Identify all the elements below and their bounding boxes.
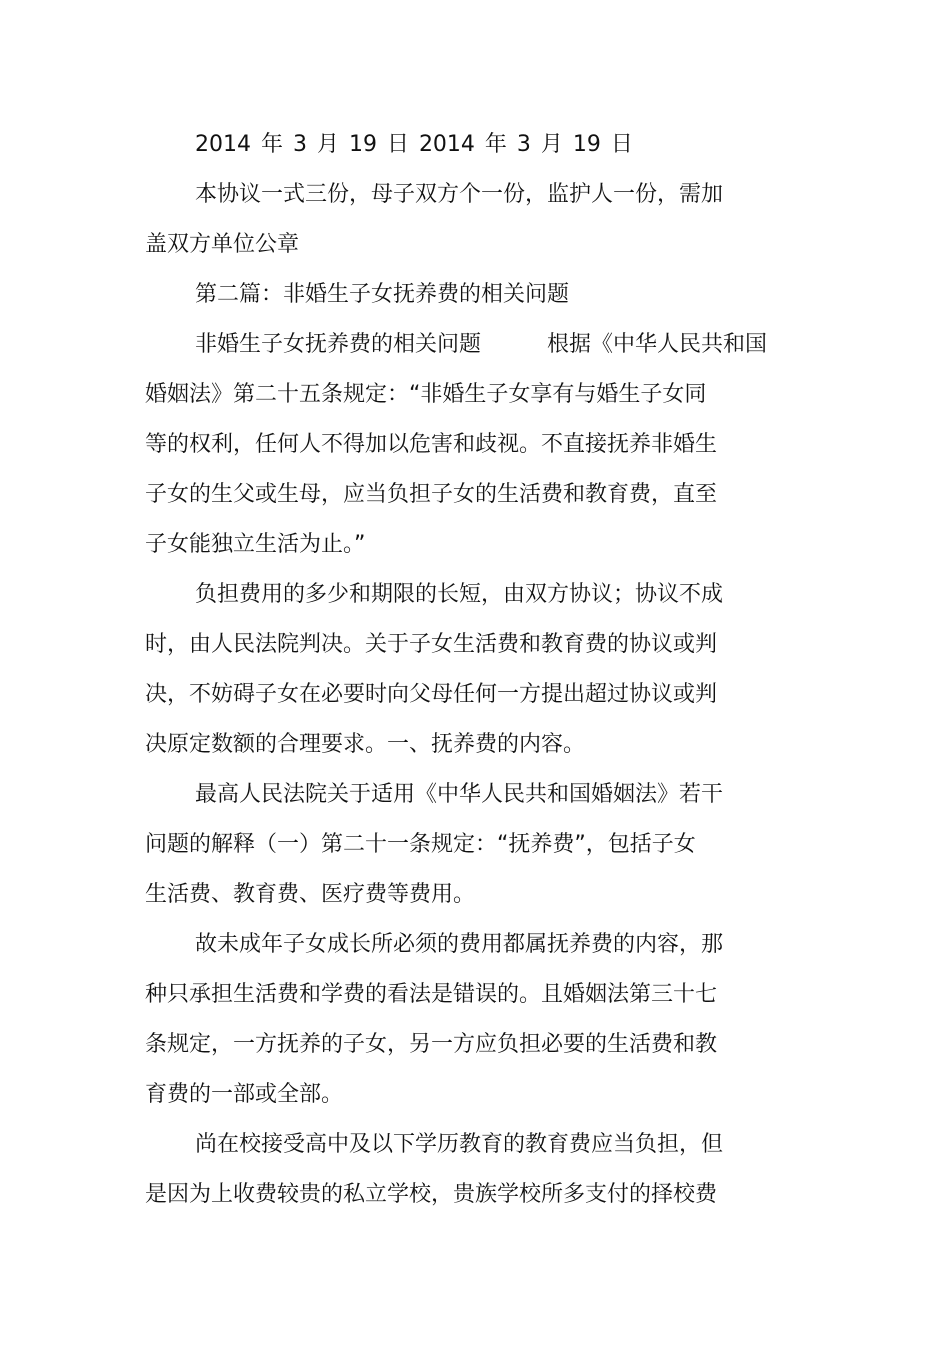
paragraph-line: 2014 年 3 月 19 日 2014 年 3 月 19 日 [195, 132, 633, 157]
paragraph-line: 最高人民法院关于适用《中华人民共和国婚姻法》若干 [195, 782, 724, 807]
paragraph-line: 尚在校接受高中及以下学历教育的教育费应当负担，但 [195, 1132, 724, 1157]
paragraph-line: 故未成年子女成长所必须的费用都属抚养费的内容，那 [195, 932, 724, 957]
section-heading [145, 270, 785, 320]
agreement-copies-paragraph [145, 170, 785, 270]
paragraph-line: 子女的生父或生母，应当负担子女的生活费和教育费，直至 [145, 482, 718, 507]
paragraph-line: 等的权利，任何人不得加以危害和歧视。不直接抚养非婚生 [145, 432, 718, 457]
paragraph-line: 育费的一部或全部。 [145, 1082, 344, 1107]
paragraph-line: 负担费用的多少和期限的长短，由双方协议；协议不成 [195, 582, 724, 607]
cost-agreement-paragraph [145, 570, 785, 770]
paragraph-line: 时，由人民法院判决。关于子女生活费和教育费的协议或判 [145, 632, 718, 657]
paragraph-line: 种只承担生活费和学费的看法是错误的。且婚姻法第三十七 [145, 982, 718, 1007]
paragraph-line: 非婚生子女抚养费的相关问题 根据《中华人民共和国 [195, 332, 768, 357]
marriage-law-article-paragraph [145, 320, 785, 570]
supreme-court-interpretation-paragraph [145, 770, 785, 920]
education-fee-paragraph [145, 1120, 785, 1220]
paragraph-line: 是因为上收费较贵的私立学校，贵族学校所多支付的择校费 [145, 1182, 718, 1207]
paragraph-line: 生活费、教育费、医疗费等费用。 [145, 882, 476, 907]
document-body [145, 120, 785, 1220]
minor-children-costs-paragraph [145, 920, 785, 1120]
date-paragraph [145, 120, 785, 170]
paragraph-line: 子女能独立生活为止。” [145, 532, 366, 557]
paragraph-line: 问题的解释（一）第二十一条规定：“抚养费”，包括子女 [145, 832, 696, 857]
paragraph-line: 婚姻法》第二十五条规定：“非婚生子女享有与婚生子女同 [145, 382, 707, 407]
paragraph-line: 决，不妨碍子女在必要时向父母任何一方提出超过协议或判 [145, 682, 718, 707]
paragraph-line: 决原定数额的合理要求。一、抚养费的内容。 [145, 732, 586, 757]
paragraph-line: 条规定，一方抚养的子女，另一方应负担必要的生活费和教 [145, 1032, 718, 1057]
paragraph-line: 盖双方单位公章 [145, 232, 300, 257]
paragraph-line: 本协议一式三份，母子双方个一份，监护人一份，需加 [195, 182, 724, 207]
paragraph-line: 第二篇：非婚生子女抚养费的相关问题 [195, 282, 570, 307]
